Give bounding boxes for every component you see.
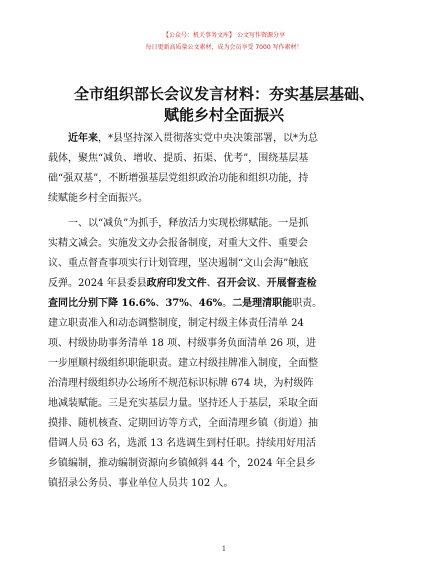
- intro-text: 础“强双基”，不断增强基层党组织政治功能和组织功能，持: [48, 173, 309, 184]
- intro-text: 近年来: [68, 133, 98, 144]
- body-line: [48, 314, 398, 334]
- body-line: [48, 474, 398, 494]
- intro-line: [48, 129, 398, 149]
- body-text: 项、村级协助事务清单 18 项、村级事务负面清单 26 项，进: [48, 338, 317, 349]
- intro-line: [48, 169, 398, 189]
- intro-text: ，*县坚持深入贯彻落实党中央决策部署，以*为总: [98, 133, 318, 144]
- body-text: 地减装赋能。三是充实基层力量。坚持还人于基层，采取全面: [48, 398, 318, 409]
- body-text: 查同比分别下降 16.6%、37%、46%。二是理清职能: [48, 298, 293, 309]
- body-text: 摸排、随机核查、定期回访等方式，全面清理乡镇（街道）抽: [48, 418, 318, 429]
- body-text: 实精文减会。实施发文办会报备制度，对重大文件、重要会: [48, 238, 308, 249]
- intro-text: 续赋能乡村全面振兴。: [48, 193, 148, 204]
- body-line: [48, 234, 398, 254]
- section-one-paragraph: [48, 214, 398, 494]
- body-line: [48, 394, 398, 414]
- promo-banner-line2: 每日更新高质量公文素材，成为会员享受 7000 写作素材！: [145, 44, 303, 51]
- body-text: 镇招录公务员、事业单位人员共 102 人。: [48, 478, 234, 489]
- body-text: 建立职责准入和动态调整制度，制定村级主体责任清单 24: [48, 318, 304, 329]
- promo-banner-line1: 【公众号：机关事务文库】 公文写作资源分享: [163, 32, 285, 39]
- body-text: 一、以“减负”为抓手，释放活力实现松绑赋能。一是抓: [68, 218, 309, 229]
- body-line: [48, 354, 398, 374]
- body-line: [48, 454, 398, 474]
- intro-line: [48, 149, 398, 169]
- body-line: [48, 294, 398, 314]
- body-text: 借调人员 63 名，选派 13 名选调生到村任职。持续用好用活: [48, 438, 317, 449]
- intro-text: 载体，聚焦“减负、增收、提质、拓渠、优考”，围绕基层基: [48, 153, 309, 164]
- body-text: 反弹。2024 年县委县政府印发文件、召开会议、开展督查检: [48, 278, 317, 289]
- intro-paragraph: [48, 129, 398, 209]
- document-title-line1: 全市组织部长会议发言材料：夯实基层基础、: [73, 85, 374, 103]
- body-line: [48, 274, 398, 294]
- body-text: 乡镇编制，推动编制资源向乡镇倾斜 44 个，2024 年全县乡: [48, 458, 316, 469]
- body-line: [48, 254, 398, 274]
- page-number: 1: [221, 545, 227, 553]
- body-line: [48, 374, 398, 394]
- body-line: [48, 334, 398, 354]
- body-text: 一步厘顺村级组织职能职责。建立村级挂牌准入制度，全面整: [48, 358, 318, 369]
- body-line: [48, 414, 398, 434]
- body-line: [48, 434, 398, 454]
- body-text: 治清理村级组织办公场所不规范标识标牌 674 块，为村级阵: [48, 378, 314, 389]
- document-title-line2: 赋能乡村全面振兴: [163, 106, 284, 124]
- body-text: 议、重点督查事项实行计划管理，坚决遏制“文山会海”触底: [48, 258, 309, 269]
- intro-line: [48, 189, 398, 209]
- body-text: 职责。: [292, 298, 323, 309]
- body-line: [48, 214, 398, 234]
